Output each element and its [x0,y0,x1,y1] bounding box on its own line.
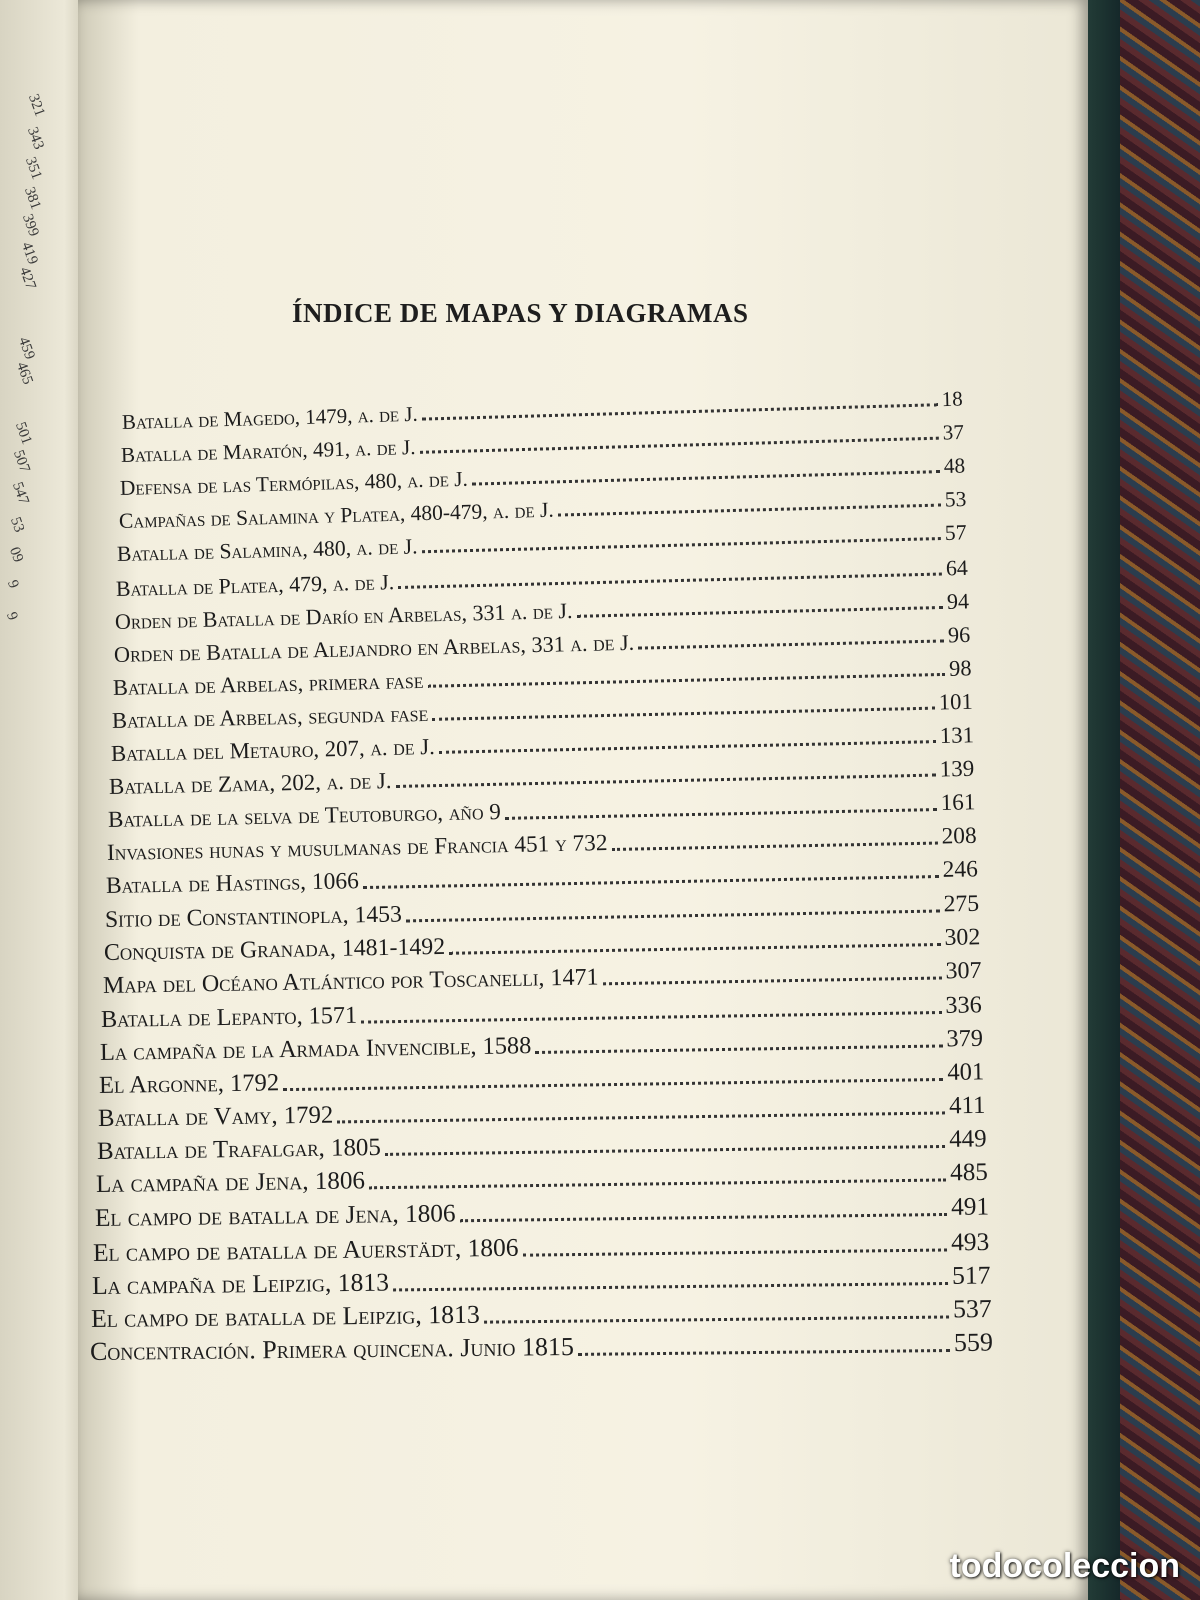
toc-entry-label: Campañas de Salamina y Platea, 480-479, a. de J. [118,497,554,534]
toc-entry-label: El Argonne, 1792 [98,1069,280,1099]
toc-entry-label: Batalla de Lepanto, 1571 [101,1001,358,1033]
toc-dot-leader [578,1349,950,1356]
toc-entry-page: 246 [942,856,979,884]
facing-page-number: 321 [24,92,48,119]
toc-entry-page: 208 [941,823,977,850]
toc-entry-label: La campaña de la Armada Invencible, 1588 [100,1031,532,1066]
toc-entry-page: 559 [953,1327,994,1357]
facing-page-number: 351 [21,155,45,182]
toc-entry-label: El campo de batalla de Jena, 1806 [94,1199,456,1233]
toc-entry-label: Concentración. Primera quincena. Junio 1815 [89,1331,575,1366]
toc-entry-page: 517 [952,1260,991,1290]
toc-dot-leader [393,1282,948,1292]
toc-entry-page: 485 [949,1159,988,1187]
toc-dot-leader [385,1145,945,1156]
toc-entry-page: 94 [946,587,970,614]
toc-entry-page: 48 [943,453,966,479]
toc-entry-page: 18 [941,386,963,412]
toc-dot-leader [612,842,938,851]
toc-dot-leader [484,1315,949,1323]
toc-entry-page: 101 [938,688,973,715]
facing-page-number: 53 [6,515,28,535]
facing-page-number: 547 [8,480,32,507]
toc-entry-page: 275 [943,890,980,917]
facing-page-number: 09 [5,545,26,565]
toc-entry-page: 139 [939,755,975,782]
show-through-text [338,60,1058,180]
toc-entry-page: 96 [947,621,971,648]
toc-entry-label: Orden de Batalla de Alejandro en Arbelas, 331 a. de J. [113,629,635,667]
toc-entry-label: Mapa del Océano Atlántico por Toscanelli, 1471 [102,964,599,999]
toc-dot-leader [602,976,941,985]
toc-dot-leader [638,639,944,649]
toc-entry-label: Batalla del Metauro, 207, a. de J. [110,733,435,766]
toc-entry-label: Conquista de Granada, 1481-1492 [103,933,446,966]
toc-dot-leader [505,808,937,820]
facing-page-number: 399 [18,212,42,239]
facing-page-number: 381 [20,185,44,212]
toc-entry-page: 336 [945,991,983,1019]
toc-entry-label: Invasiones hunas y musulmanas de Francia 451 y 732 [106,830,608,867]
toc-entry-label: Batalla de Zama, 202, a. de J. [109,768,393,800]
facing-page-number: 427 [15,265,39,292]
facing-page-number: 459 [14,335,38,362]
toc-entry-label: La campaña de Jena, 1806 [95,1167,365,1199]
toc-dot-leader [523,1248,948,1256]
toc-dot-leader [577,606,944,618]
facing-page-number: 465 [12,360,36,387]
facing-page-number: 507 [9,448,33,475]
toc-entry-label: Batalla de la selva de Teutoburgo, año 9 [108,799,502,834]
toc-entry-page: 302 [943,923,981,951]
facing-page-number: 9 [3,578,22,591]
toc-entry-page: 379 [946,1024,984,1053]
toc-entry-label: Batalla de Arbelas, segunda fase [111,700,429,733]
toc-entry-page: 493 [951,1226,990,1256]
toc-entry-label: Batalla de Platea, 479, a. de J. [115,568,395,601]
toc-entry-label: Batalla de Hastings, 1066 [105,868,360,900]
toc-entry-page: 307 [944,957,982,985]
toc-entry-label: El campo de batalla de Leipzig, 1813 [90,1299,481,1333]
toc-entry-page: 98 [948,655,972,681]
facing-page-number: 501 [11,420,35,447]
facing-page-number: 9 [2,610,21,623]
toc-entry-page: 537 [952,1293,993,1324]
toc-entry-label: El campo de batalla de Auerstädt, 1806 [93,1232,520,1267]
toc-entry-page: 411 [948,1091,986,1120]
toc-entry-page: 491 [950,1192,989,1222]
toc-entry-page: 53 [944,487,967,512]
toc-entry-page: 64 [945,554,969,580]
toc-entry-label: Defensa de las Termópilas, 480, a. de J. [119,466,468,501]
toc-dot-leader [369,1179,946,1190]
toc-entry-label: Batalla de Trafalgar, 1805 [96,1134,381,1166]
toc-dot-leader [406,909,940,922]
page-title: ÍNDICE DE MAPAS Y DIAGRAMAS [292,298,749,328]
toc-entry-page: 131 [939,722,974,749]
facing-page-number: 419 [17,240,41,267]
toc-entry-label: Batalla de Maratón, 491, a. de J. [120,435,416,468]
toc-entry-page: 449 [948,1125,987,1154]
toc-entry-label: Batalla de Vamy, 1792 [97,1101,334,1133]
toc-dot-leader [449,943,940,955]
toc-entry-label: La campaña de Leipzig, 1813 [92,1267,390,1300]
toc-entry-label: Batalla de Salamina, 480, a. de J. [117,534,419,567]
toc-entry-label: Orden de Batalla de Darío en Arbelas, 331 a. de J. [114,597,573,634]
toc-dot-leader [337,1112,945,1124]
toc-entry-page: 57 [944,520,968,546]
watermark-logo: todocoleccion [949,1547,1180,1585]
toc-dot-leader [536,1044,943,1054]
toc-entry-page: 161 [940,789,976,817]
toc-entry-label: Sitio de Constantinopla, 1453 [104,900,402,933]
toc-entry-label: Batalla de Magedo, 1479, a. de J. [121,401,419,434]
toc-entry-page: 401 [947,1058,985,1086]
toc-entry-label: Batalla de Arbelas, primera fase [112,667,424,700]
facing-page-number: 343 [23,125,47,152]
toc-entry-page: 37 [942,420,965,445]
toc-dot-leader [459,1213,947,1222]
